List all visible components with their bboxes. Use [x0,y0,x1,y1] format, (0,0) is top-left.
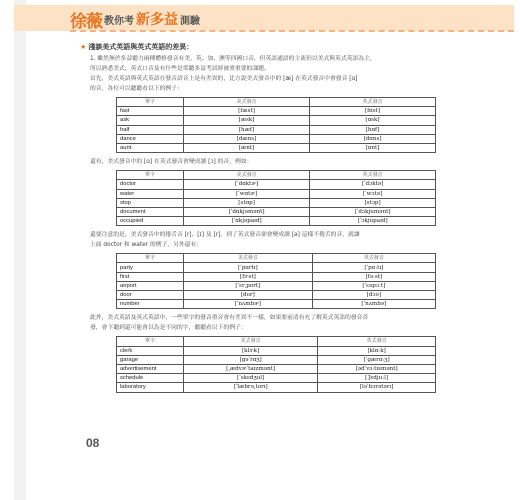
table-row [117,355,436,364]
table-row [117,116,436,125]
american-cell: [fæst] [184,107,310,116]
british-cell: [ˈnʌmbə] [312,300,435,309]
table-row [117,107,436,116]
word-cell: doctor [117,180,184,189]
word-cell: clerk [117,346,184,355]
star-bullet-icon: ★ [80,43,87,51]
table-row [117,180,436,189]
table-row [117,291,436,300]
word-cell: dance [117,134,184,143]
british-cell: [ˈɡærɑːʒ] [318,355,436,364]
british-cell: [fəːst] [312,272,435,281]
british-cell: [ˈpɑːtɪ] [312,263,435,272]
header-american: 美式發音 [184,337,318,346]
british-cell: [klɑːk] [318,346,436,355]
header-american: 美式發音 [184,254,313,263]
table-row [117,125,436,134]
british-cell: [ˈʃɛdjuːl] [318,374,436,383]
header-british: 英式發音 [310,171,436,180]
american-cell: [gəˈrɑʒ] [184,355,318,364]
word-cell: half [117,125,184,134]
header-word: 單字 [117,98,184,107]
table-row [117,364,436,373]
word-cell: occupied [117,217,184,226]
american-cell: [hæf] [184,125,310,134]
british-cell: [ɑsk] [310,116,436,125]
paragraph-line: 發，會下聽到還可能會以為是不同的字，聽聽看以下的例子： [90,325,247,332]
word-cell: party [117,263,184,272]
header-british: 英式發音 [318,337,436,346]
table-row [117,383,436,392]
paragraph-line: 1. 雖然無於多益聽力兩種體格發音有美、英、加、澳等四國口音，但英語通語的主流仍以美式與英式英語為主， [90,56,376,62]
table-row [117,346,436,355]
brand-suffix: 測驗 [180,15,200,27]
pronunciation-table-2 [116,170,436,226]
american-cell: [ˈpɑrtɪ] [184,263,313,272]
word-cell: laboratory [117,383,184,392]
pronunciation-table-1 [116,97,436,153]
header-word: 單字 [117,254,184,263]
table-row [117,272,436,281]
american-cell: [ˈnʌmbɚ] [184,300,313,309]
american-cell: [ˈlæbrə͵torɪ] [184,383,318,392]
table-header-row [117,98,436,107]
brand-text: 教你考 [104,15,134,27]
table-header-row [117,171,436,180]
word-cell: advertisement [117,364,184,373]
american-cell: [ˈɛr͵port] [184,281,313,290]
table-row [117,300,436,309]
table-header-row [117,254,436,263]
word-cell: airport [117,281,184,290]
pronunciation-table-3 [116,253,436,309]
british-cell: [ˈɔkjupaɪd] [310,217,436,226]
table-row [117,207,436,216]
table-row [117,217,436,226]
table-row [117,189,436,198]
british-cell: [stɔp] [310,198,436,207]
header-word: 單字 [117,171,184,180]
header-word: 單字 [117,337,184,346]
table-row [117,281,436,290]
paragraph-line: 還要注意的是，美式發音中的捲舌音 [r]、[ɪ] 及 [r]，到了英式發音卻會變成讀 [ə] 這樣不捲舌的音，就讓 [90,232,360,239]
word-cell: garage [117,355,184,364]
table-row [117,143,436,152]
american-cell: [ˈwɑtɚ] [184,189,310,198]
header-british: 英式發音 [312,254,435,263]
american-cell: [æsk] [184,116,310,125]
paragraph-line: 上面 doctor 和 water 的例子，另外還有： [90,242,203,249]
pronunciation-table-4 [116,336,436,392]
table-row [117,198,436,207]
paragraph-line: 所以熟悉美式、英式口音及有什些是常聽多益考試時被重重要的課題。 [90,66,270,72]
word-cell: first [117,272,184,281]
word-cell: ask [117,116,184,125]
british-cell: [ˈwɔtə] [310,189,436,198]
american-cell: [klɝk] [184,346,318,355]
brand-name: 徐薇 [70,11,102,32]
word-cell: fast [117,107,184,116]
british-cell: [ɑnt] [310,143,436,152]
british-cell: [ədˈvɜːtɪsmənt] [318,364,436,373]
british-cell: [ˈɛəpɔːt] [312,281,435,290]
paragraph-line: 首先，美式英語與英式英語在發音語音上是有差異的，比方說美式發音中的 [æ] 在英式發音中會發音 [ɑ] [90,76,358,82]
brand-highlight: 新多益 [136,12,178,28]
table-row [117,374,436,383]
word-cell: door [117,291,184,300]
word-cell: stop [117,198,184,207]
header-british: 英式發音 [310,98,436,107]
page-number: 08 [86,436,100,450]
paragraph-line: 還有，美式發音中的 [ɑ] 在英式發音會變成讀 [ɔ] 的音，例如： [90,159,253,166]
american-cell: [dor] [184,291,313,300]
word-cell: aunt [117,143,184,152]
american-cell: [ˈdɑktɚ] [184,180,310,189]
word-cell: document [117,207,184,216]
british-cell: [ˈdɔktə] [310,180,436,189]
paragraph-line: 此外，美式英語及英式英語中，一些單字的發音重音會有差異不一樣，如果要前清有充了解英式英語的發音首 [90,315,369,322]
table-row [117,134,436,143]
british-cell: [ˈdɔkjumənt] [310,207,436,216]
word-cell: schedule [117,374,184,383]
header-american: 美式發音 [184,171,310,180]
header-american: 美式發音 [184,98,310,107]
header-dashed-divider [70,30,514,32]
american-cell: [ænt] [184,143,310,152]
table-row [117,263,436,272]
brand-logo [70,8,200,30]
table-header-row [117,337,436,346]
british-cell: [dɑns] [310,134,436,143]
american-cell: [stɑp] [184,198,310,207]
british-cell: [hɑf] [310,125,436,134]
american-cell: [͵ædvɚˈtaɪzmənt] [184,364,318,373]
british-cell: [fɑst] [310,107,436,116]
page-margin-strip [14,0,26,500]
word-cell: water [117,189,184,198]
american-cell: [dæns] [184,134,310,143]
section-title-text: 淺談美式英語與英式英語的差異： [88,43,194,51]
british-cell: [ləˈbɔrətərɪ] [318,383,436,392]
paragraph-line: 的音，各位可以聽聽看以下的例子： [90,86,183,92]
document-body [80,42,480,398]
british-cell: [dɔə] [312,291,435,300]
word-cell: number [117,300,184,309]
american-cell: [ˈskɛdʒul] [184,374,318,383]
american-cell: [fɝst] [184,272,313,281]
american-cell: [ˈdɑkjəmənt] [184,207,310,216]
section-title [80,42,480,52]
american-cell: [ˈɑkjəpaɪd] [184,217,310,226]
